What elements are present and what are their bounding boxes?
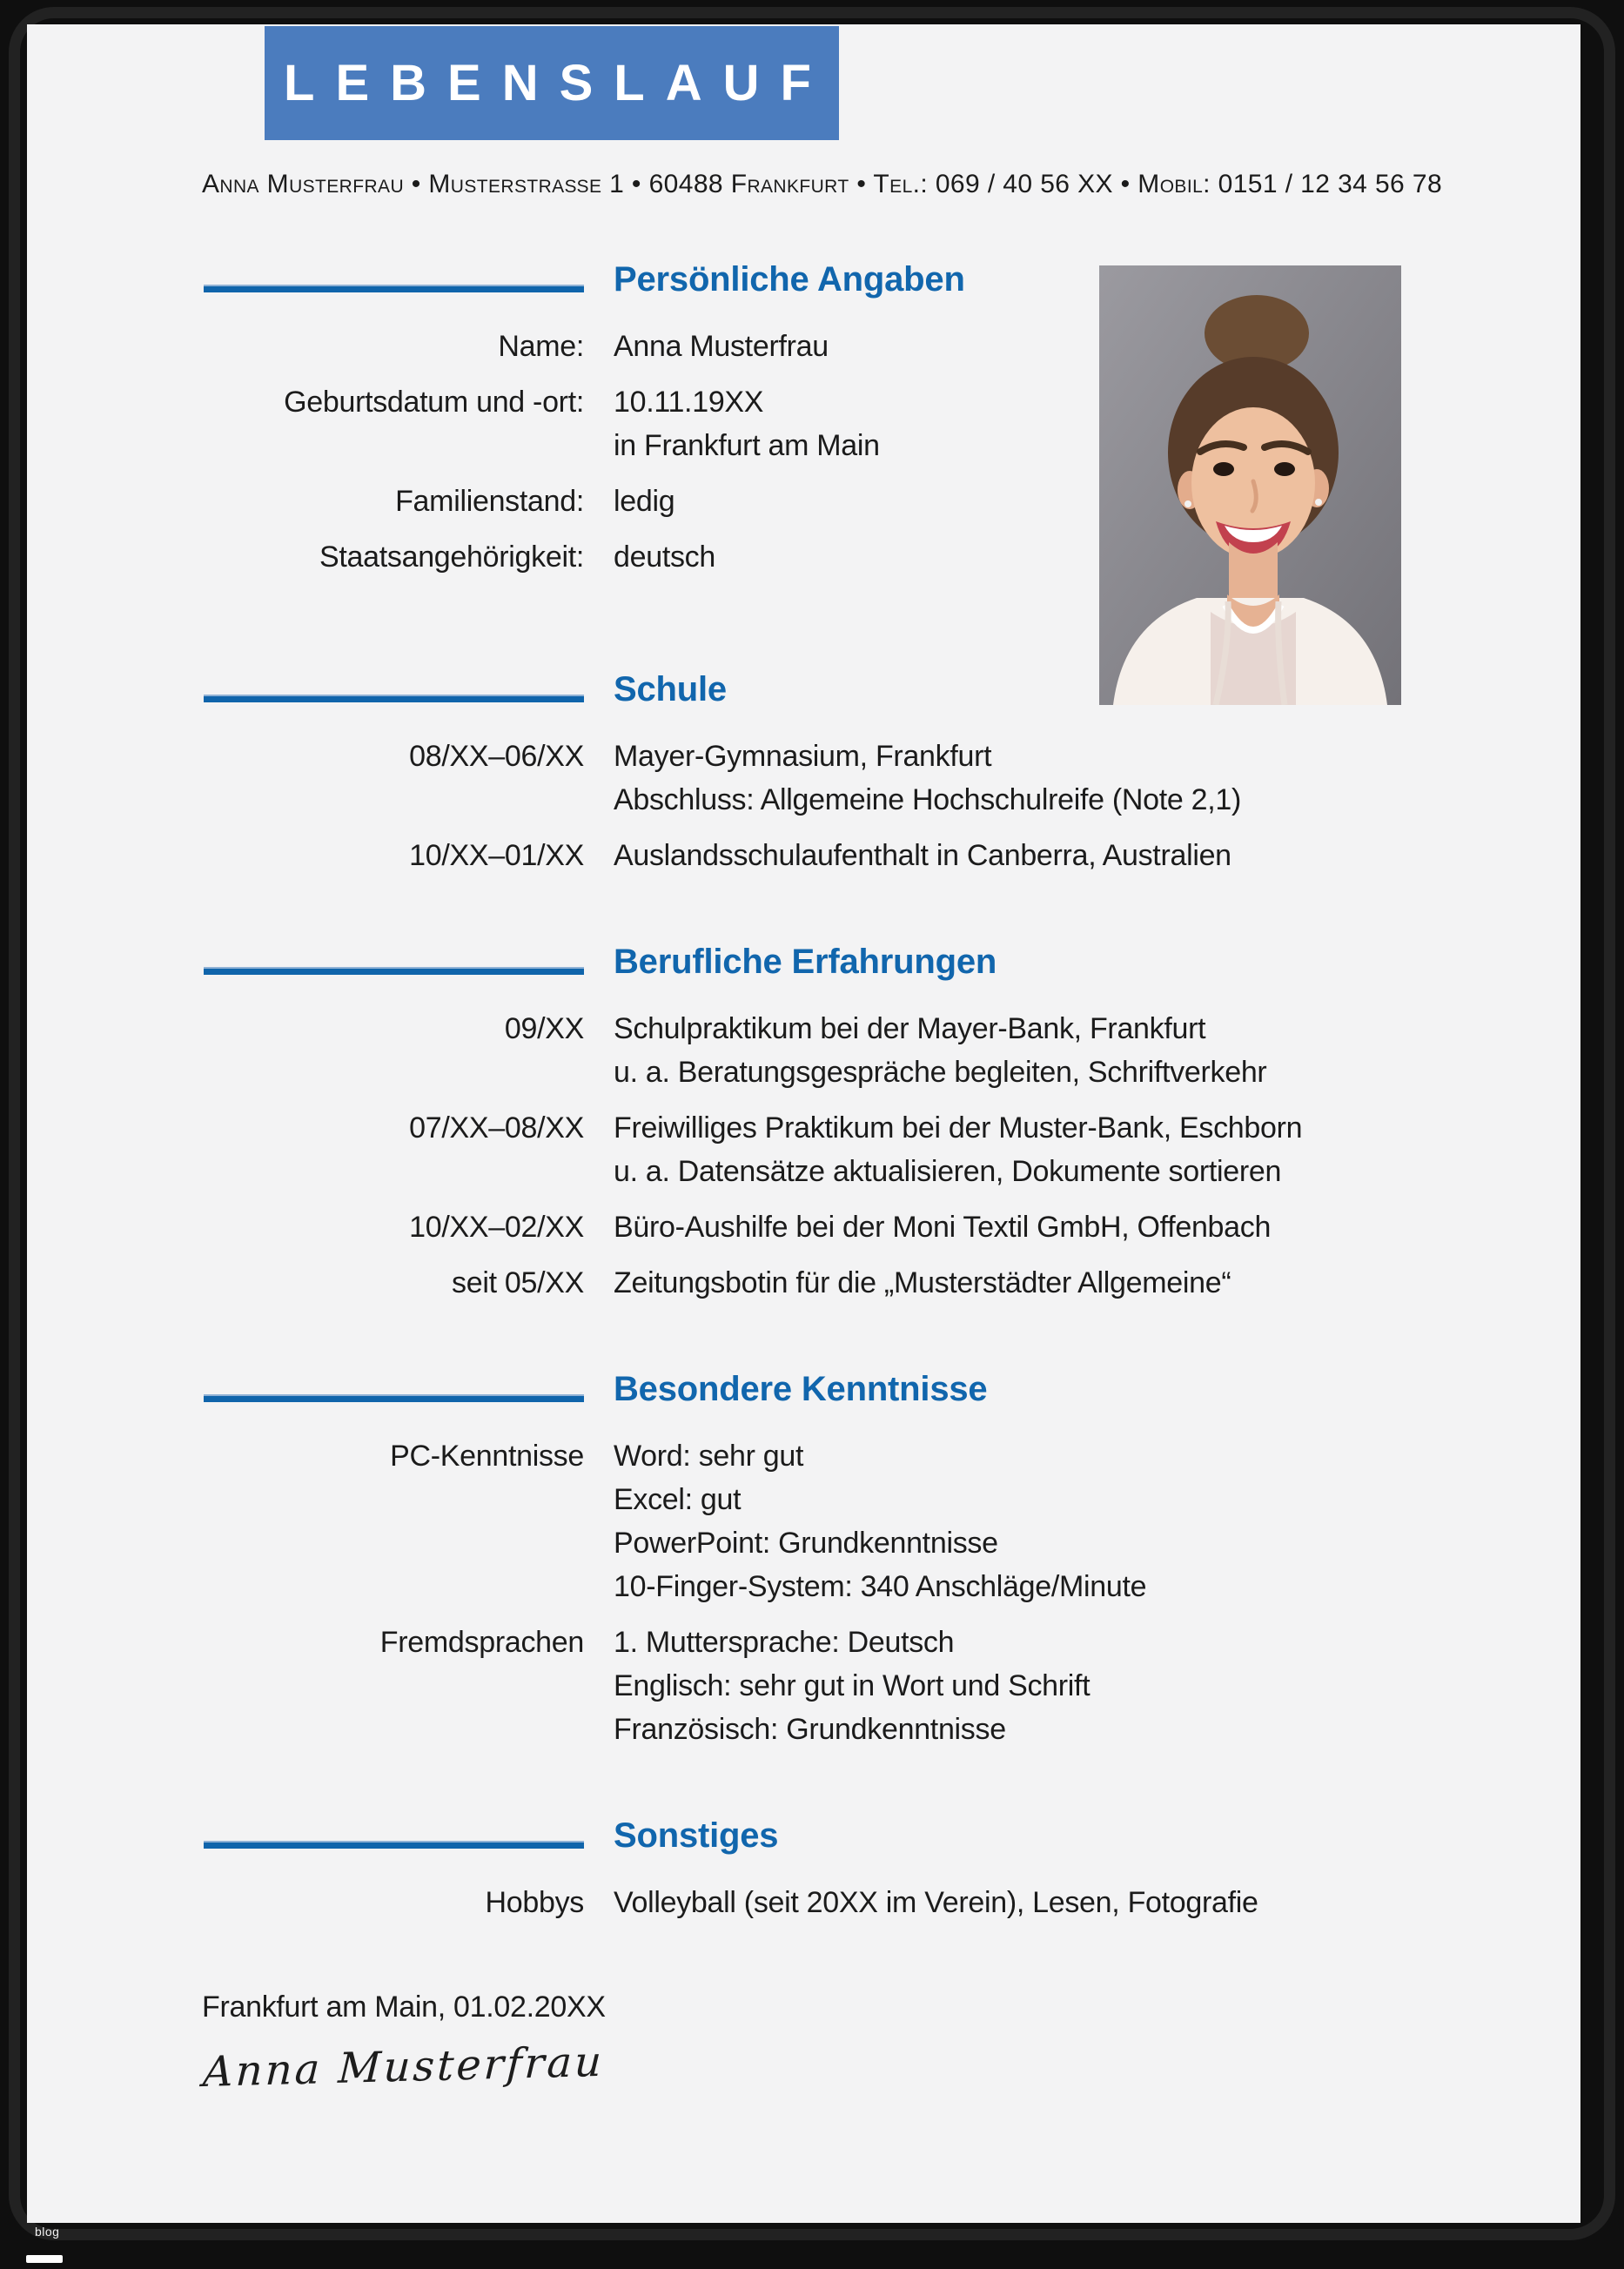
portrait-photo-graphic: [1099, 265, 1401, 705]
row-label: Geburtsdatum und -ort:: [284, 386, 584, 419]
detail-row: [27, 1261, 1580, 1305]
row-value: [614, 1434, 1580, 1608]
row-label: Hobbys: [485, 1886, 584, 1919]
value-line: u. a. Datensätze aktualisieren, Dokumente sortieren: [614, 1155, 1282, 1188]
section-title: Persönliche Angaben: [614, 260, 965, 299]
detail-row: [27, 1007, 1580, 1094]
value-line: Excel: gut: [614, 1483, 742, 1516]
value-line: 10-Finger-System: 340 Anschläge/Minute: [614, 1570, 1147, 1603]
value-line: Word: sehr gut: [614, 1440, 804, 1473]
value-line: 1. Muttersprache: Deutsch: [614, 1626, 955, 1659]
section-rule: [204, 1394, 584, 1402]
lebenslauf-title: LEBENSLAUF: [284, 55, 832, 111]
place-date: Frankfurt am Main, 01.02.20XX: [202, 1990, 606, 2024]
detail-row: [27, 834, 1580, 877]
row-value: [614, 1205, 1580, 1249]
value-line: Zeitungsbotin für die „Musterstädter Allgemeine“: [614, 1266, 1231, 1299]
row-value: [614, 535, 1580, 579]
contact-line: Anna Musterfrau • Musterstraße 1 • 60488 Frankfurt • Tel.: 069 / 40 56 XX • Mobil: 0151 / 12 34 56 78: [202, 170, 1443, 198]
detail-row: [27, 1205, 1580, 1249]
row-value: [614, 1261, 1580, 1305]
value-line: 10.11.19XX: [614, 386, 764, 419]
row-label: 08/XX–06/XX: [409, 740, 584, 773]
detail-row: [27, 1434, 1580, 1608]
value-line: ledig: [614, 485, 675, 518]
value-line: Volleyball (seit 20XX im Verein), Lesen, Fotografie: [614, 1886, 1258, 1919]
section-sonstiges: [27, 1816, 1580, 1924]
value-line: Schulpraktikum bei der Mayer-Bank, Frankfurt: [614, 1012, 1206, 1045]
watermark-blog: blog: [35, 2225, 60, 2239]
row-value: [614, 735, 1580, 822]
cv-page: [27, 24, 1580, 2223]
value-line: Freiwilliges Praktikum bei der Muster-Bank, Eschborn: [614, 1111, 1303, 1145]
value-line: Abschluss: Allgemeine Hochschulreife (Note 2,1): [614, 783, 1242, 816]
value-line: Büro-Aushilfe bei der Moni Textil GmbH, Offenbach: [614, 1211, 1272, 1244]
row-label: Familienstand:: [395, 485, 584, 518]
row-value: [614, 380, 1580, 467]
section-besondere-kenntnisse: [27, 1370, 1580, 1751]
row-label: 07/XX–08/XX: [409, 1111, 584, 1145]
portrait-photo: [1099, 265, 1401, 705]
row-value: [614, 834, 1580, 877]
section-rule: [204, 967, 584, 975]
cv-footer: [27, 1985, 1580, 2097]
detail-row: [27, 1621, 1580, 1751]
section-title: Berufliche Erfahrungen: [614, 943, 997, 981]
bottom-left-fragment: [26, 2255, 63, 2263]
detail-row: [27, 735, 1580, 822]
row-value: [614, 325, 1580, 368]
value-line: PowerPoint: Grundkenntnisse: [614, 1527, 998, 1560]
section-rule: [204, 695, 584, 702]
row-label: PC-Kenntnisse: [390, 1440, 584, 1473]
value-line: Französisch: Grundkenntnisse: [614, 1713, 1006, 1746]
section-rule: [204, 1841, 584, 1849]
value-line: Mayer-Gymnasium, Frankfurt: [614, 740, 992, 773]
section-rule: [204, 285, 584, 292]
row-label: Staatsangehörigkeit:: [319, 540, 584, 574]
section-title: Sonstiges: [614, 1816, 779, 1855]
row-label: seit 05/XX: [452, 1266, 584, 1299]
detail-row: [27, 1106, 1580, 1193]
section-title: Schule: [614, 670, 727, 708]
value-line: Auslandsschulaufenthalt in Canberra, Australien: [614, 839, 1231, 872]
value-line: in Frankfurt am Main: [614, 429, 880, 462]
row-label: Name:: [498, 330, 584, 363]
row-label: 10/XX–02/XX: [409, 1211, 584, 1244]
row-value: [614, 1106, 1580, 1193]
detail-row: [27, 1881, 1580, 1924]
row-label: 09/XX: [504, 1012, 584, 1045]
value-line: u. a. Beratungsgespräche begleiten, Schriftverkehr: [614, 1056, 1267, 1089]
row-value: [614, 1007, 1580, 1094]
row-label: Fremdsprachen: [379, 1626, 584, 1659]
lebenslauf-title-box: [265, 26, 839, 140]
signature: Anna Musterfrau: [202, 2037, 606, 2097]
row-value: [614, 480, 1580, 523]
value-line: Englisch: sehr gut in Wort und Schrift: [614, 1669, 1090, 1702]
section-berufliche-erfahrungen: [27, 943, 1580, 1305]
value-line: Anna Musterfrau: [614, 330, 829, 363]
row-label: 10/XX–01/XX: [409, 839, 584, 872]
row-value: [614, 1621, 1580, 1751]
row-value: [614, 1881, 1580, 1924]
value-line: deutsch: [614, 540, 715, 574]
section-title: Besondere Kenntnisse: [614, 1370, 988, 1408]
